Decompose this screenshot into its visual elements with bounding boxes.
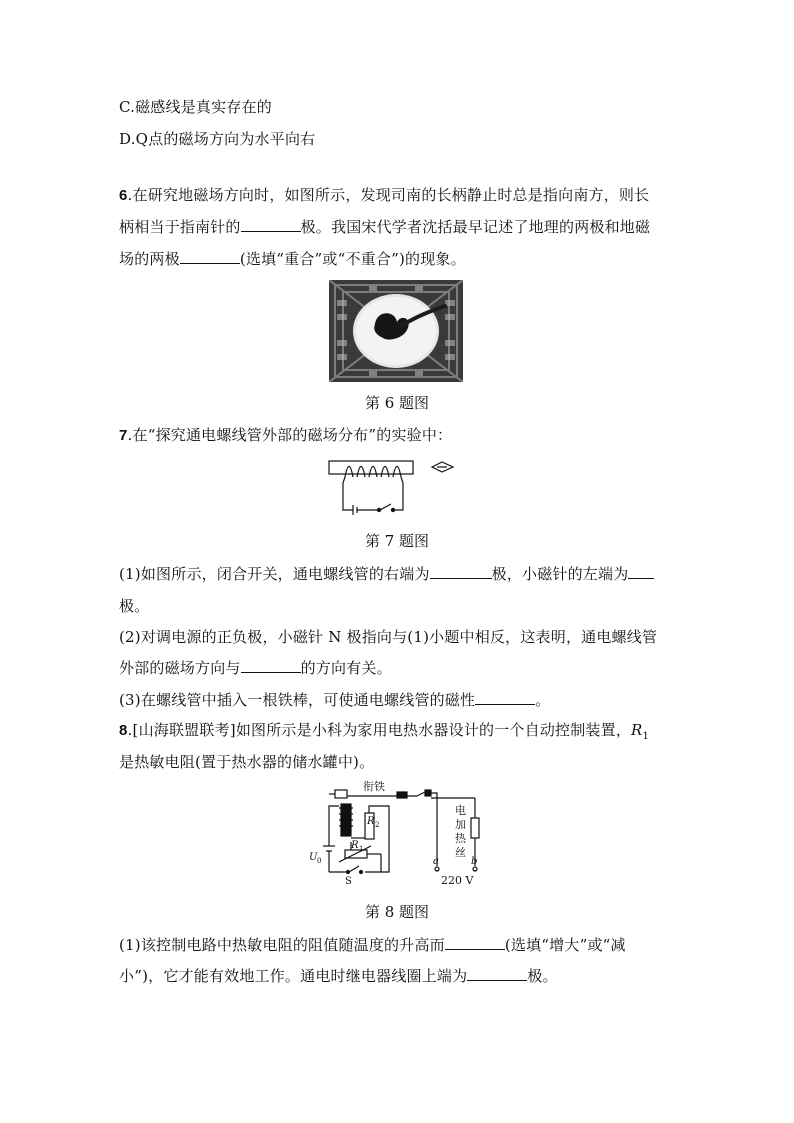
q7-p3-text-a: (3)在螺线管中插入一根铁棒，可使通电螺线管的磁性 — [119, 691, 476, 709]
r2-subscript: 2 — [375, 821, 380, 829]
q7-p2-line2 — [119, 658, 392, 678]
u0-label: U — [309, 852, 318, 863]
q7-p2-text-b: 的方向有关。 — [300, 659, 392, 677]
q6-line3 — [119, 249, 466, 269]
fig6-caption: 第 6 题图 — [364, 394, 430, 412]
q8-line2: 是热敏电阻(置于热水器的储水罐中)。 — [119, 753, 375, 771]
r1-subscript: 1 — [359, 845, 364, 853]
voltage-label: 220 V — [441, 874, 474, 887]
q8-text1: 如图所示是小科为家用电热水器设计的一个自动控制装置， — [235, 721, 632, 739]
q6-line1 — [119, 185, 649, 206]
heater-label-4: 丝 — [455, 846, 466, 859]
q7-intro — [119, 425, 452, 446]
sinan-spoon-illustration — [329, 280, 463, 382]
q7-p2-text-a: 外部的磁场方向与 — [119, 659, 241, 677]
sinan-spoon-photo — [329, 280, 463, 382]
q7-blank4[interactable] — [475, 690, 535, 705]
q8-number: 8 — [119, 722, 128, 739]
q7-p1-line2: 极。 — [119, 597, 150, 615]
q8-p1-text-d: 极。 — [527, 967, 558, 985]
q6-blank2[interactable] — [180, 249, 240, 264]
fig7-caption: 第 7 题图 — [364, 532, 430, 550]
q8-r1-symbol: R — [631, 721, 643, 739]
option-d: D.Q点的磁场方向为水平向右 — [119, 130, 316, 148]
q7-p1-text-a: (1)如图所示，闭合开关，通电螺线管的右端为 — [119, 565, 430, 583]
relay-frame-top — [335, 790, 347, 798]
armature-label: 衔铁 — [363, 780, 385, 793]
q8-r1-subscript: 1 — [642, 731, 650, 742]
q7-p2-line1: (2)对调电源的正负极，小磁针 N 极指向与(1)小题中相反，这表明，通电螺线管 — [119, 628, 658, 646]
q8-p1-text-a: (1)该控制电路中热敏电阻的阻值随温度的升高而 — [119, 936, 445, 954]
q6-text1: .在研究地磁场方向时，如图所示，发现司南的长柄静止时总是指向南方，则长 — [127, 186, 650, 204]
r1-label: R — [351, 840, 359, 851]
q7-blank1[interactable] — [430, 564, 492, 579]
q6-text2a: 柄相当于指南针的 — [119, 218, 241, 236]
q8-p1-text-c: 小”)，它才能有效地工作。通电时继电器线圈上端为 — [119, 967, 468, 985]
solenoid-coil — [345, 467, 401, 478]
u0-subscript: 0 — [317, 857, 322, 865]
heater-label-1: 电 — [455, 804, 466, 817]
terminal-b-label: b — [471, 856, 478, 867]
option-c: C.磁感线是真实存在的 — [119, 98, 272, 116]
switch-s-label: S — [345, 876, 352, 887]
q7-blank3[interactable] — [241, 658, 301, 673]
q6-text2b: 极。我国宋代学者沈括最早记述了地理的两极和地磁 — [300, 218, 651, 236]
q8-line1 — [119, 720, 649, 747]
q8-p1-line1 — [119, 935, 626, 955]
q6-text3b: (选填“重合”或“不重合”)的现象。 — [239, 250, 466, 268]
fig8-caption: 第 8 题图 — [364, 903, 430, 921]
q7-number: 7 — [119, 427, 128, 444]
q6-line2 — [119, 217, 650, 237]
heater-label-2: 加 — [455, 818, 466, 831]
relay-control-circuit-diagram — [305, 780, 495, 890]
r2-label: R — [367, 816, 375, 827]
q8-p1-text-b: (选填“增大”或“减 — [504, 936, 626, 954]
q7-p1-line1 — [119, 564, 654, 584]
switch-s-blade — [349, 866, 359, 872]
q8-blank1[interactable] — [445, 935, 505, 950]
q6-blank1[interactable] — [241, 217, 301, 232]
heater-label-3: 热 — [455, 832, 466, 845]
q6-number: 6 — [119, 187, 128, 204]
q7-p3-text-b: 。 — [535, 691, 551, 709]
switch-blade — [380, 504, 391, 510]
relay-contact-blade — [417, 792, 425, 796]
terminal-a-label: a — [433, 856, 439, 867]
q8-tag: .[山海联盟联考] — [127, 721, 236, 739]
q7-p1-text-b: 极，小磁针的左端为 — [491, 565, 629, 583]
q7-intro-text: .在“探究通电螺线管外部的磁场分布”的实验中： — [127, 426, 453, 444]
q7-blank2[interactable] — [628, 564, 654, 579]
solenoid-circuit-diagram — [325, 452, 465, 522]
q6-text3a: 场的两极 — [119, 250, 180, 268]
q8-p1-line2 — [119, 966, 558, 986]
q7-p3 — [119, 690, 550, 710]
q8-blank2[interactable] — [467, 966, 527, 981]
heater-resistor — [471, 818, 479, 838]
